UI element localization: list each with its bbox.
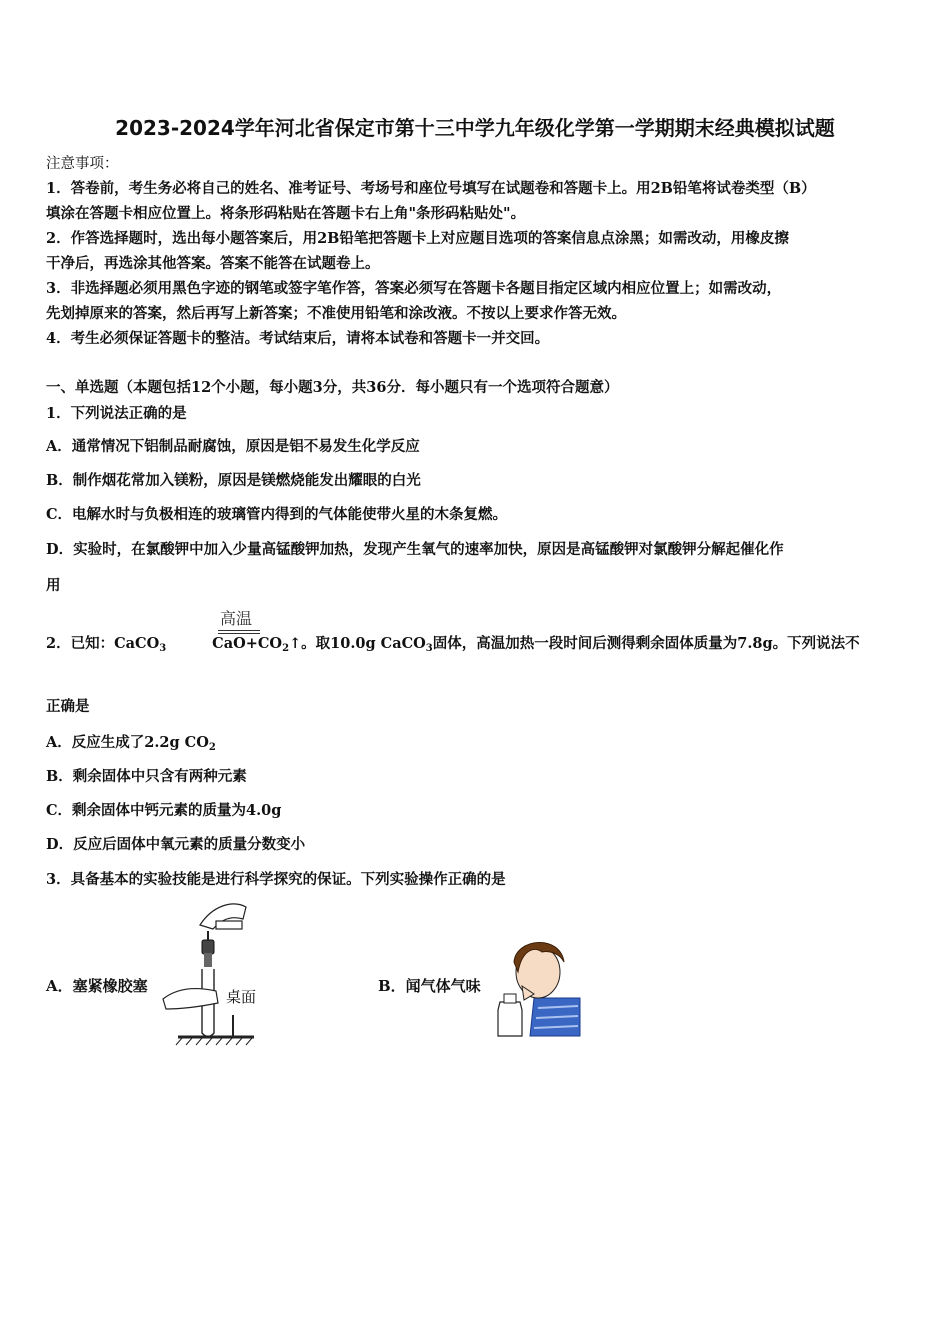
- question-1-option-d-cont: 用: [46, 577, 61, 594]
- question-1-option-d: D．实验时，在氯酸钾中加入少量高锰酸钾加热，发现产生氧气的速率加快，原因是高锰酸钾对氯酸钾分解起催化作: [46, 541, 784, 558]
- question-1-stem: 1．下列说法正确的是: [46, 405, 187, 422]
- notice-line: 3．非选择题必须用黑色字迹的钢笔或签字笔作答，答案必须写在答题卡各题目指定区域内相应位置上；如需改动，: [46, 280, 782, 297]
- subscript: 3: [425, 643, 433, 654]
- gas-bottle: [498, 1002, 522, 1036]
- q2-option-a-text: A．反应生成了2.2g CO: [46, 734, 209, 751]
- subscript: 2: [208, 742, 216, 753]
- stopper-illustration: [158, 895, 258, 1055]
- notice-line: 填涂在答题卡相应位置上。将条形码粘贴在答题卡右上角"条形码粘贴处"。: [46, 205, 526, 222]
- question-2-option-a: [46, 731, 916, 753]
- section-heading: 一、单选题（本题包括12个小题，每小题3分，共36分．每小题只有一个选项符合题意）: [46, 379, 619, 396]
- reaction-condition: 高温: [220, 609, 253, 628]
- pointer-line: [232, 1015, 234, 1037]
- question-2-option-d: D．反应后固体中氧元素的质量分数变小: [46, 836, 306, 853]
- notice-line: 4．考生必须保证答题卡的整洁。考试结束后，请将本试卷和答题卡一并交回。: [46, 330, 550, 347]
- notice-heading: 注意事项：: [46, 156, 119, 172]
- notice-line: 先划掉原来的答案，然后再写上新答案；不准使用铅笔和涂改液。不按以上要求作答无效。: [46, 305, 626, 322]
- question-1-option-a: A．通常情况下铝制品耐腐蚀，原因是铝不易发生化学反应: [46, 438, 420, 455]
- q2-reactant: 2．已知：CaCO: [46, 635, 160, 652]
- q2-products: CaO+CO: [212, 635, 283, 652]
- question-2-stem: [46, 632, 860, 654]
- q2-tail: 固体，高温加热一段时间后测得剩余固体质量为7.8g。下列说法不: [432, 635, 860, 652]
- question-2-stem-cont: 正确是: [46, 698, 90, 715]
- finger-grip: [216, 921, 242, 929]
- notice-line: 1．答卷前，考生务必将自己的姓名、准考证号、考场号和座位号填写在试题卷和答题卡上。用2B铅笔将试卷类型（B）: [46, 180, 816, 197]
- q2-mid: ↑。取10.0g CaCO: [289, 635, 426, 652]
- reaction-arrow-line: [218, 630, 260, 631]
- question-2-equation: [46, 606, 926, 656]
- question-2-option-c: C．剩余固体中钙元素的质量为4.0g: [46, 802, 282, 819]
- smelling-gas-illustration: [494, 932, 586, 1044]
- notice-line: 2．作答选择题时，选出每小题答案后，用2B铅笔把答题卡上对应题目选项的答案信息点涂黑；如需改动，用橡皮擦: [46, 230, 789, 247]
- question-2-option-b: B．剩余固体中只含有两种元素: [46, 768, 247, 785]
- table-hatching: [176, 1038, 252, 1045]
- question-1-option-c: C．电解水时与负极相连的玻璃管内得到的气体能使带火星的木条复燃。: [46, 506, 508, 523]
- page-title: 2023-2024学年河北省保定市第十三中学九年级化学第一学期期末经典模拟试题: [115, 116, 835, 140]
- question-3-option-b: B．闻气体气味: [378, 977, 481, 995]
- rubber-stopper: [202, 940, 214, 954]
- notice-line: 干净后，再选涂其他答案。答案不能答在试题卷上。: [46, 255, 380, 272]
- question-3-stem: 3．具备基本的实验技能是进行科学探究的保证。下列实验操作正确的是: [46, 871, 506, 888]
- stopper-neck: [204, 953, 212, 967]
- bottle-neck: [504, 994, 516, 1003]
- question-3-option-a: A．塞紧橡胶塞: [46, 977, 148, 995]
- subscript: 3: [159, 643, 167, 654]
- subscript: 2: [282, 643, 290, 654]
- table-label: 桌面: [226, 988, 257, 1006]
- question-1-option-b: B．制作烟花常加入镁粉，原因是镁燃烧能发出耀眼的白光: [46, 472, 421, 489]
